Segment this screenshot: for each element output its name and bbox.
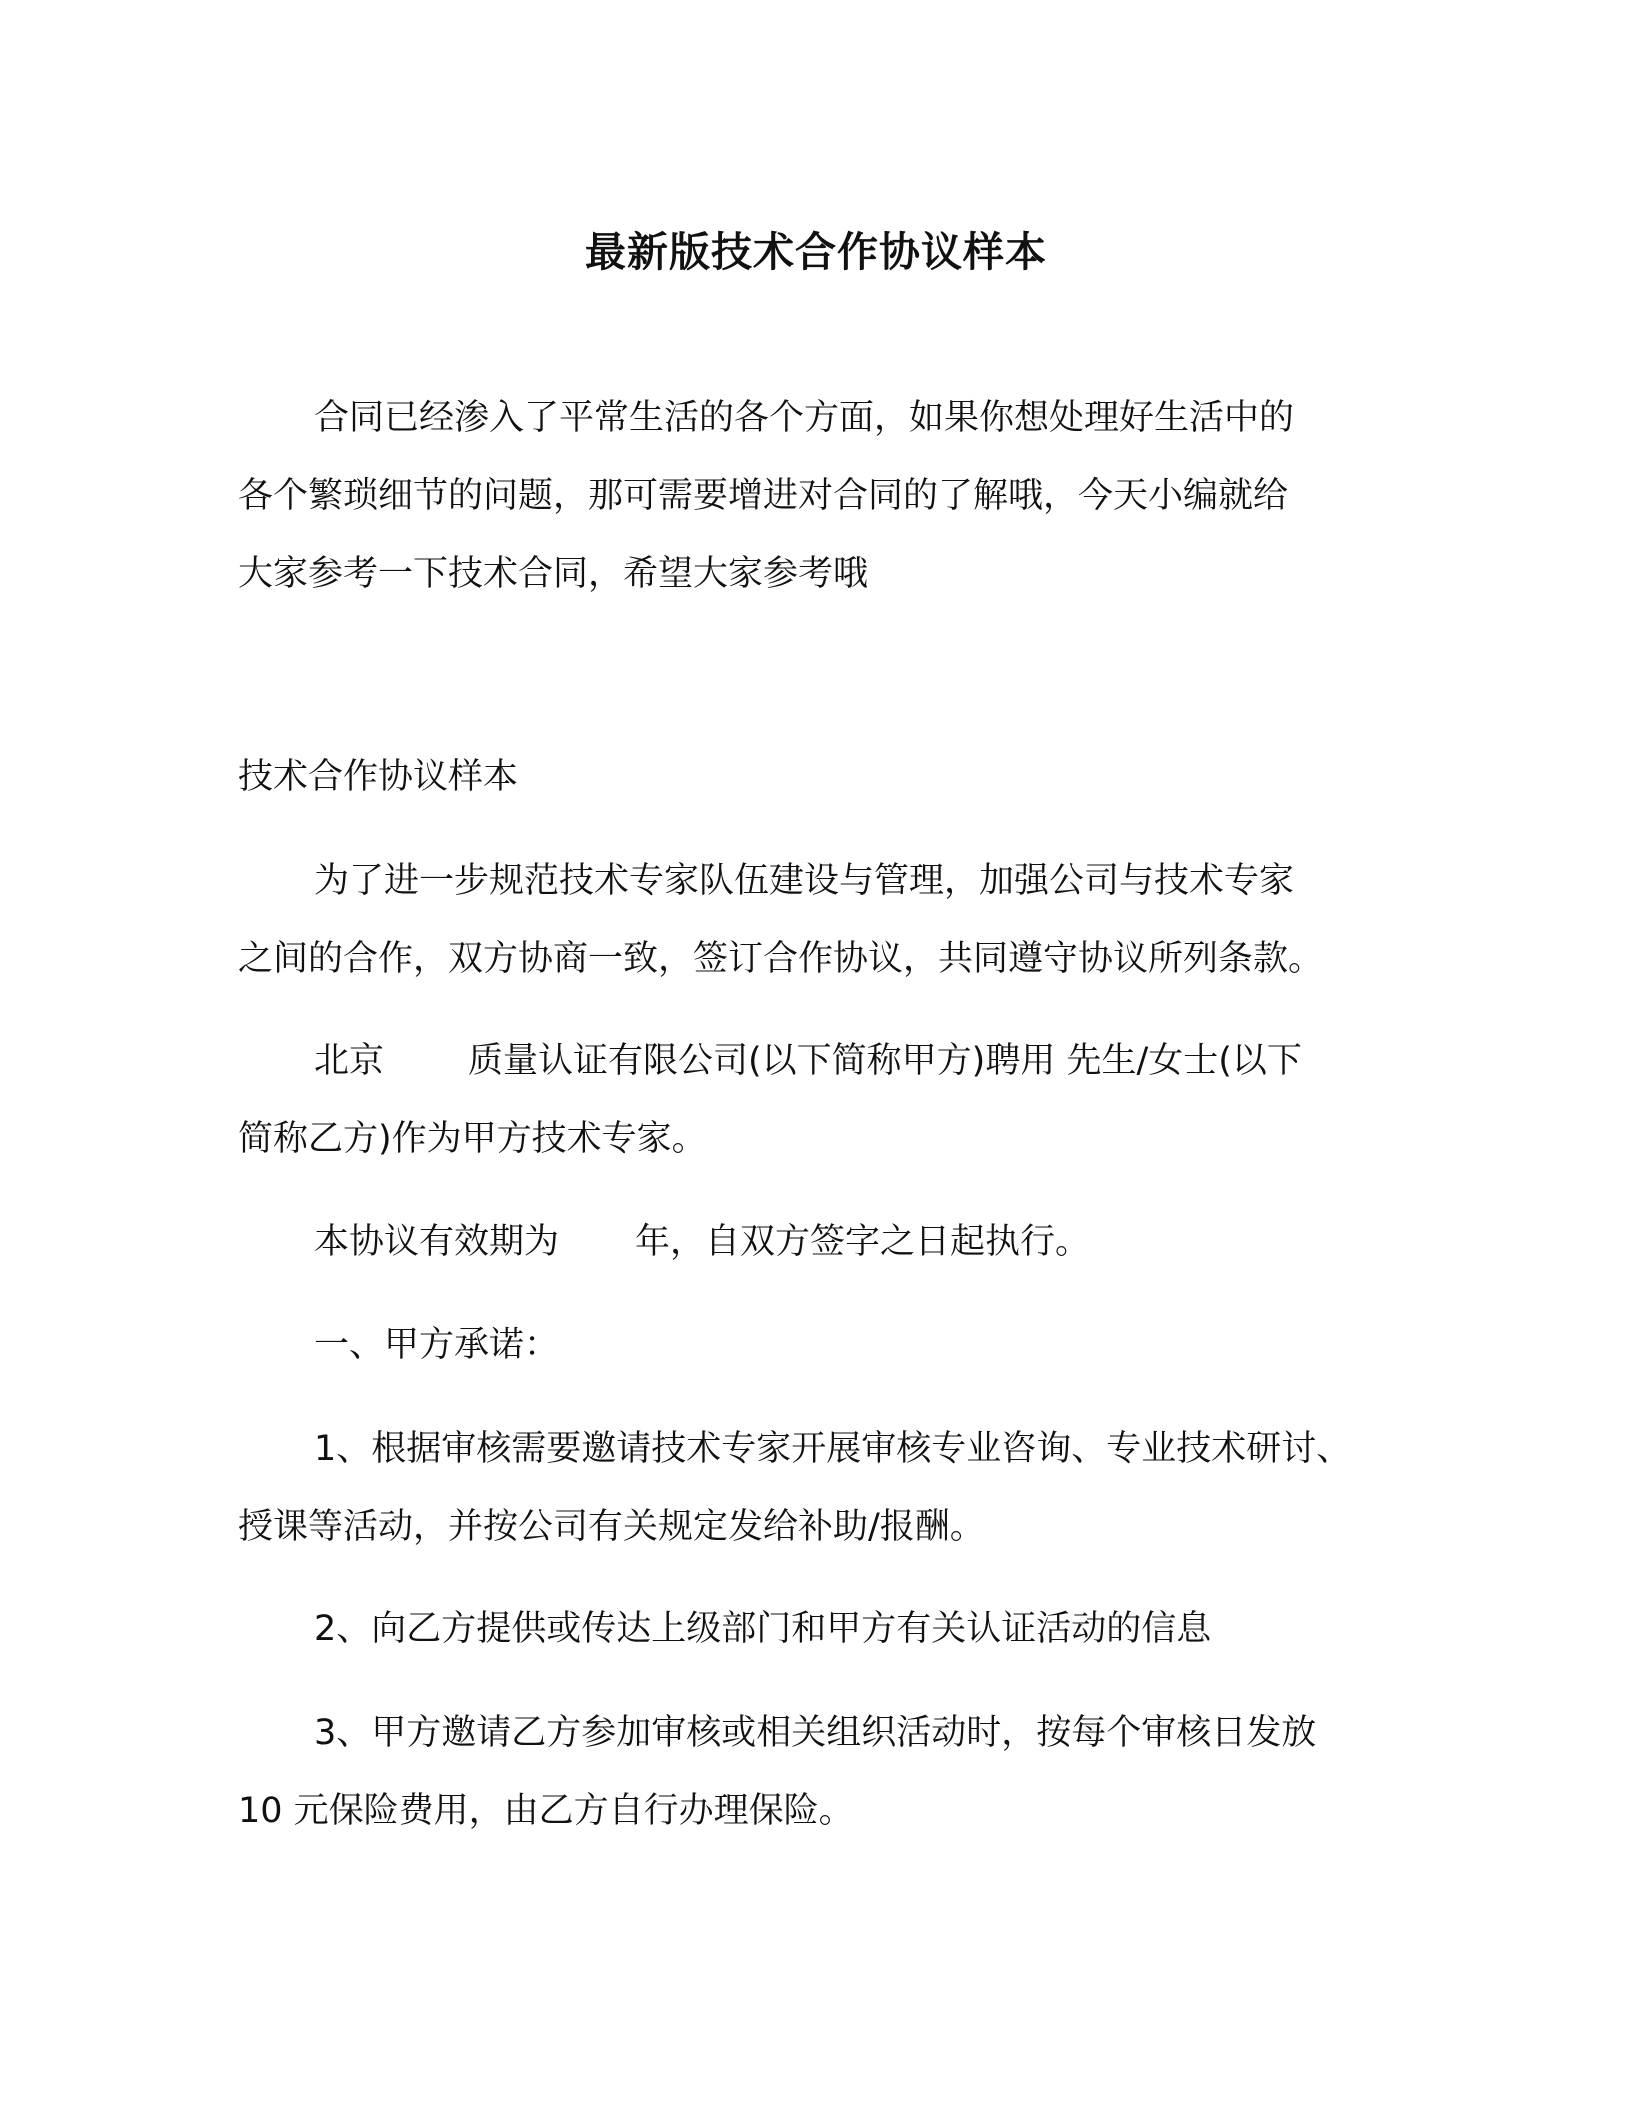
document-title: 最新版技术合作协议样本	[585, 228, 1047, 276]
subtitle-text: 技术合作协议样本	[238, 757, 519, 797]
purpose-line-2: 之间的合作，双方协商一致，签订合作协议，共同遵守协议所列条款。	[238, 939, 1324, 979]
parties-line-2: 简称乙方)作为甲方技术专家。	[238, 1119, 707, 1159]
parties-city: 北京	[314, 1041, 385, 1081]
intro-line-2: 各个繁琐细节的问题，那可需要增进对合同的了解哦，今天小编就给	[238, 476, 1289, 516]
validity-paragraph	[238, 1203, 1398, 1281]
intro-line-1: 合同已经渗入了平常生活的各个方面，如果你想处理好生活中的	[314, 398, 1295, 438]
validity-suffix: 年，自双方签字之日起执行。	[635, 1222, 1091, 1262]
item-3-line-2: 10 元保险费用，由乙方自行办理保险。	[238, 1791, 854, 1831]
item-1-line-2: 授课等活动，并按公司有关规定发给补助/报酬。	[238, 1507, 985, 1547]
item-2-line: 2、向乙方提供或传达上级部门和甲方有关认证活动的信息	[314, 1609, 1212, 1649]
purpose-paragraph	[238, 842, 1398, 998]
purpose-line-1: 为了进一步规范技术专家队伍建设与管理，加强公司与技术专家	[314, 861, 1295, 901]
subtitle	[238, 738, 1398, 816]
intro-line-3: 大家参考一下技术合同，希望大家参考哦	[238, 554, 869, 594]
parties-paragraph	[238, 1022, 1398, 1178]
item-2-paragraph	[238, 1590, 1398, 1668]
item-1-paragraph	[238, 1410, 1398, 1566]
item-3-line-1: 3、甲方邀请乙方参加审核或相关组织活动时，按每个审核日发放	[314, 1713, 1317, 1753]
item-1-line-1: 1、根据审核需要邀请技术专家开展审核专业咨询、专业技术研讨、	[314, 1429, 1352, 1469]
intro-paragraph	[238, 379, 1398, 613]
validity-line	[238, 1203, 1398, 1281]
validity-prefix: 本协议有效期为	[314, 1222, 560, 1262]
item-3-paragraph	[238, 1694, 1398, 1850]
parties-line-1-rest: 质量认证有限公司(以下简称甲方)聘用 先生/女士(以下	[468, 1041, 1302, 1081]
section-a-heading-text: 一、甲方承诺：	[314, 1325, 560, 1365]
parties-line-1	[238, 1022, 1398, 1100]
section-a-heading	[238, 1306, 1398, 1384]
